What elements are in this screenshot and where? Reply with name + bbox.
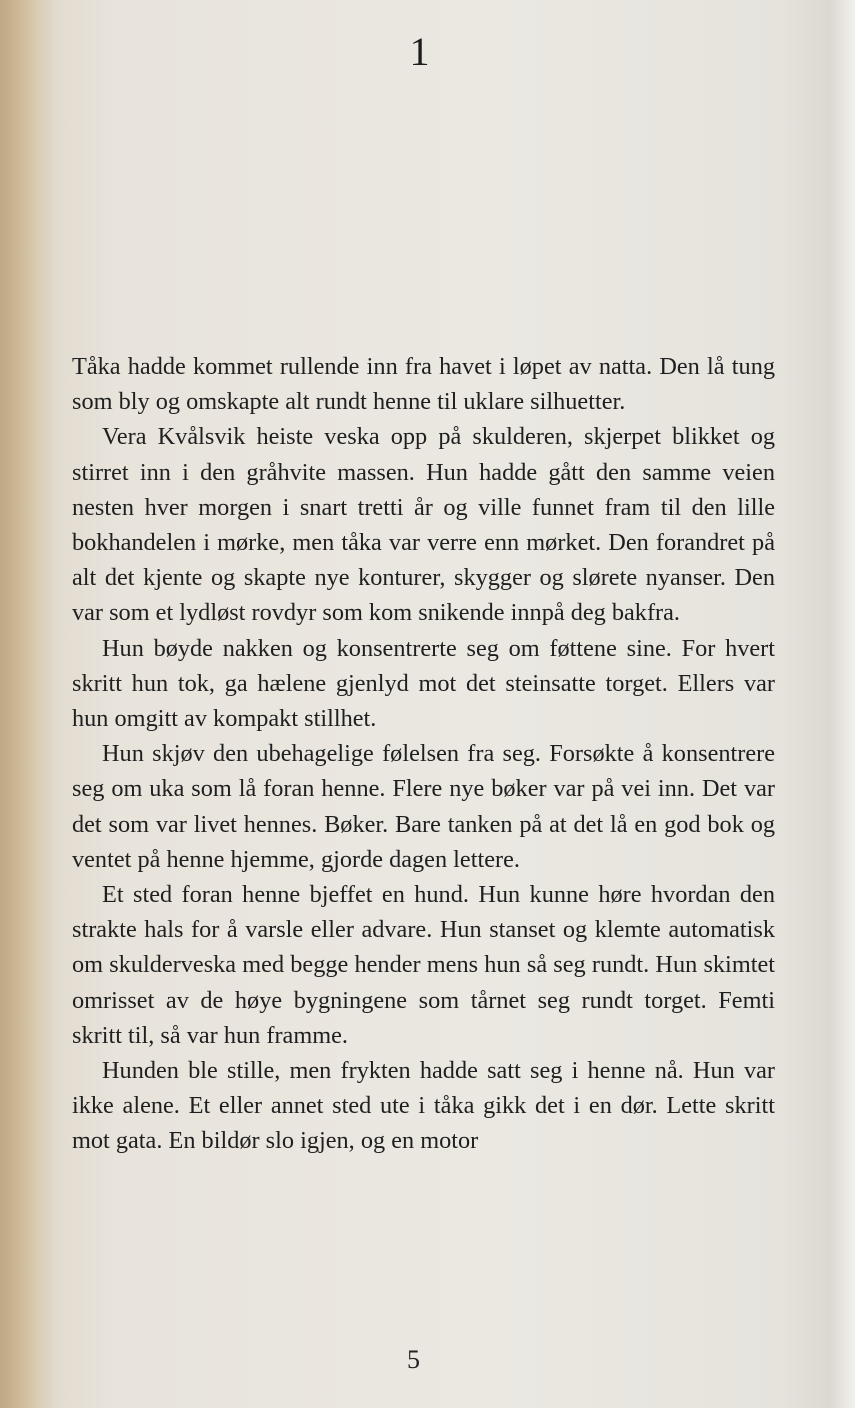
chapter-number: 1: [409, 29, 430, 74]
paragraph: Et sted foran henne bjeffet en hund. Hun kunne høre hvordan den strakte hals for å varsle eller advare. Hun stanset og klemte automatisk om skulderveska med begge hender mens hun så seg rundt. Hun skimtet omrisset av de høye bygningene som tårnet seg rundt torget. Femti skritt til, så var hun framme.: [72, 881, 775, 1049]
paragraph: Tåka hadde kommet rullende inn fra havet i løpet av natta. Den lå tung som bly og omskapte alt rundt henne til uklare silhuetter.: [72, 353, 775, 416]
paragraph: Hun bøyde nakken og konsentrerte seg om føttene sine. For hvert skritt hun tok, ga hælene gjenlyd mot det steinsatte torget. Ellers var hun omgitt av kompakt stillhet.: [72, 634, 775, 733]
paragraph: Hun skjøv den ubehagelige følelsen fra seg. Forsøkte å konsentrere seg om uka som lå foran henne. Flere nye bøker var på vei inn. Det var det som var livet hennes. Bøker. Bare tanken på at det lå en god bok og ventet på henne hjemme, gjorde dagen lettere.: [72, 740, 775, 873]
paragraph: Vera Kvålsvik heiste veska opp på skulderen, skjerpet blikket og stirret inn i den gråhvite massen. Hun hadde gått den samme veien nesten hver morgen i snart tretti år og ville funnet fram til den lille bokhandelen i mørke, men tåka var verre enn mørket. Den forandret på alt det kjente og skapte nye konturer, skygger og slørete nyanser. Den var som et lydløst rovdyr som kom snikende innpå deg bakfra.: [72, 423, 775, 627]
paragraph: Hunden ble stille, men frykten hadde satt seg i henne nå. Hun var ikke alene. Et eller annet sted ute i tåka gikk det i en dør. Lette skritt mot gata. En bildør slo igjen, og en motor: [72, 1057, 775, 1155]
page-number: 5: [407, 1345, 420, 1374]
page-gutter: [0, 0, 60, 1408]
body-text: [72, 349, 775, 1159]
